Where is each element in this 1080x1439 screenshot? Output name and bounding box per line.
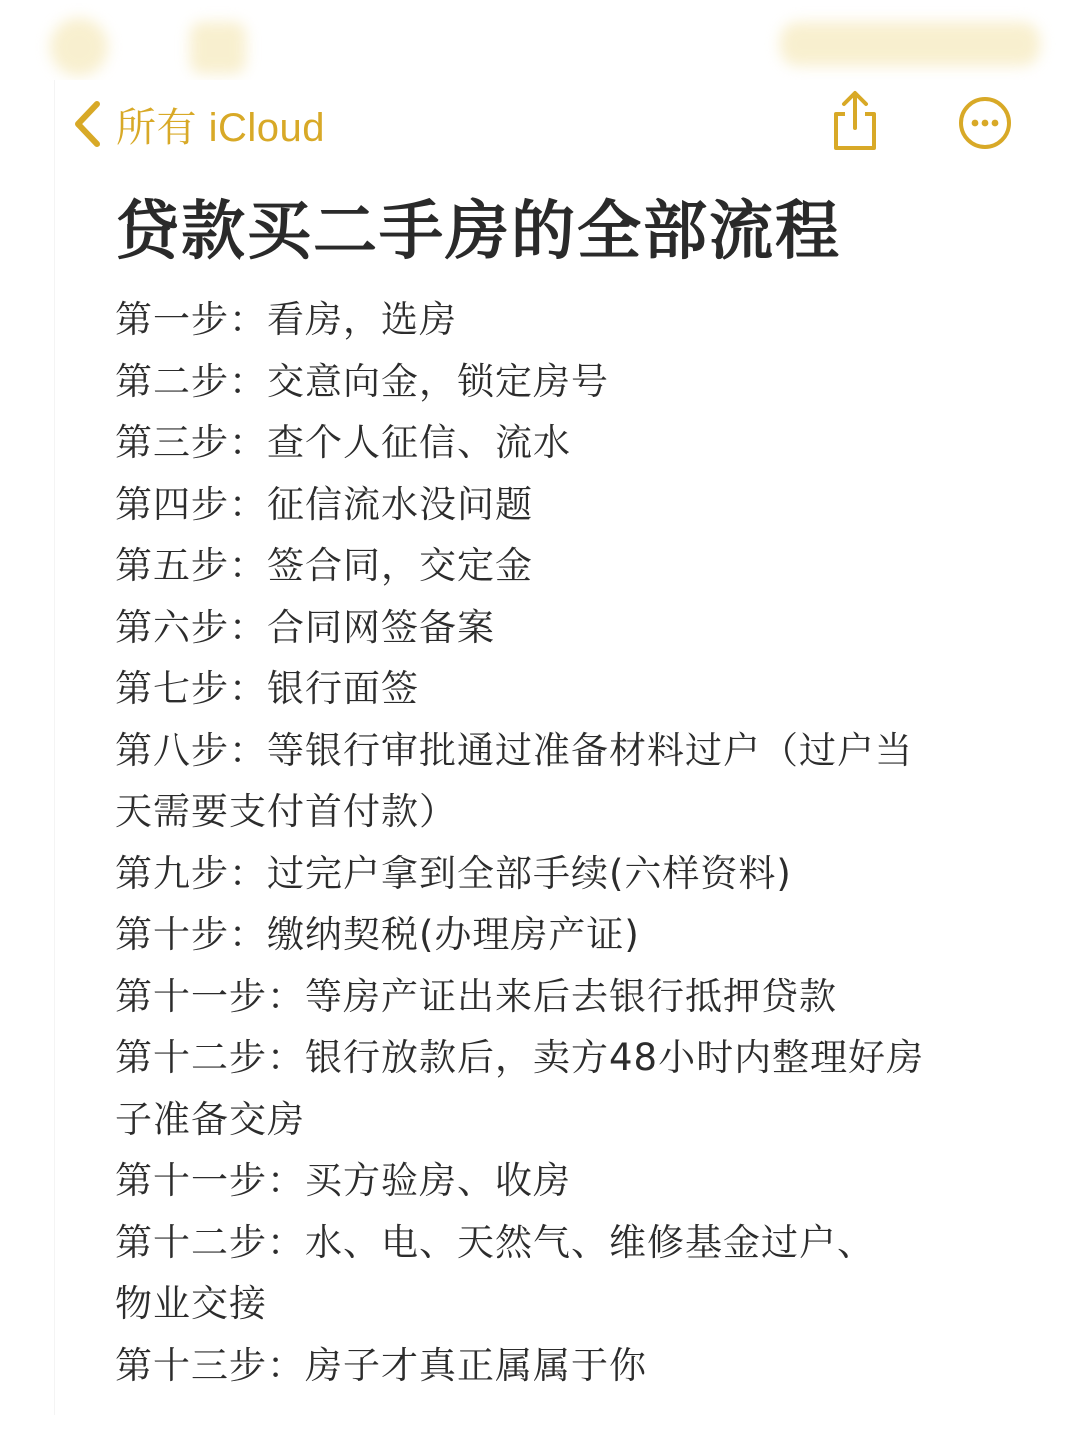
note-line: 第九步：过完户拿到全部手续(六样资料) (115, 851, 792, 895)
status-icon-left (50, 18, 108, 76)
note-line: 第五步：签合同，交定金 (115, 544, 533, 587)
note-line: 第八步：等银行审批通过准备材料过户（过户当 (115, 728, 913, 772)
status-bar (0, 0, 1080, 80)
note-line: 子准备交房 (115, 1097, 305, 1141)
note-line: 第十一步：买方验房、收房 (115, 1159, 571, 1202)
note-line: 第四步：征信流水没问题 (115, 482, 533, 526)
share-icon (830, 137, 880, 156)
note-line: 第十二步：银行放款后，卖方48小时内整理好房 (115, 1036, 925, 1079)
note-line: 物业交接 (115, 1282, 267, 1325)
nav-bar (0, 84, 1080, 164)
back-button[interactable] (72, 94, 325, 154)
note-line: 第一步：看房，选房 (115, 298, 457, 341)
share-button[interactable] (830, 90, 880, 152)
note-body[interactable] (115, 289, 1015, 1396)
note-line: 第十二步：水、电、天然气、维修基金过户、 (115, 1220, 875, 1264)
status-icon-home (190, 22, 246, 74)
more-button[interactable] (958, 96, 1012, 150)
note-line: 第十步：缴纳契税(办理房产证) (115, 913, 640, 956)
chevron-left-icon (72, 100, 102, 148)
more-icon (958, 135, 1012, 154)
note-line: 第七步：银行面签 (115, 667, 419, 710)
back-label: 所有 iCloud (116, 105, 326, 150)
status-carrier-blur (780, 22, 1040, 66)
note-line: 第二步：交意向金，锁定房号 (115, 359, 609, 403)
note-line: 第十三步：房子才真正属属于你 (115, 1343, 647, 1387)
note-line: 天需要支付首付款） (115, 790, 457, 833)
note-line: 第十一步：等房产证出来后去银行抵押贷款 (115, 974, 837, 1018)
note-line: 第三步：查个人征信、流水 (115, 421, 571, 464)
note-line: 第六步：合同网签备案 (115, 605, 495, 649)
note-title: 贷款买二手房的全部流程 (115, 195, 841, 269)
